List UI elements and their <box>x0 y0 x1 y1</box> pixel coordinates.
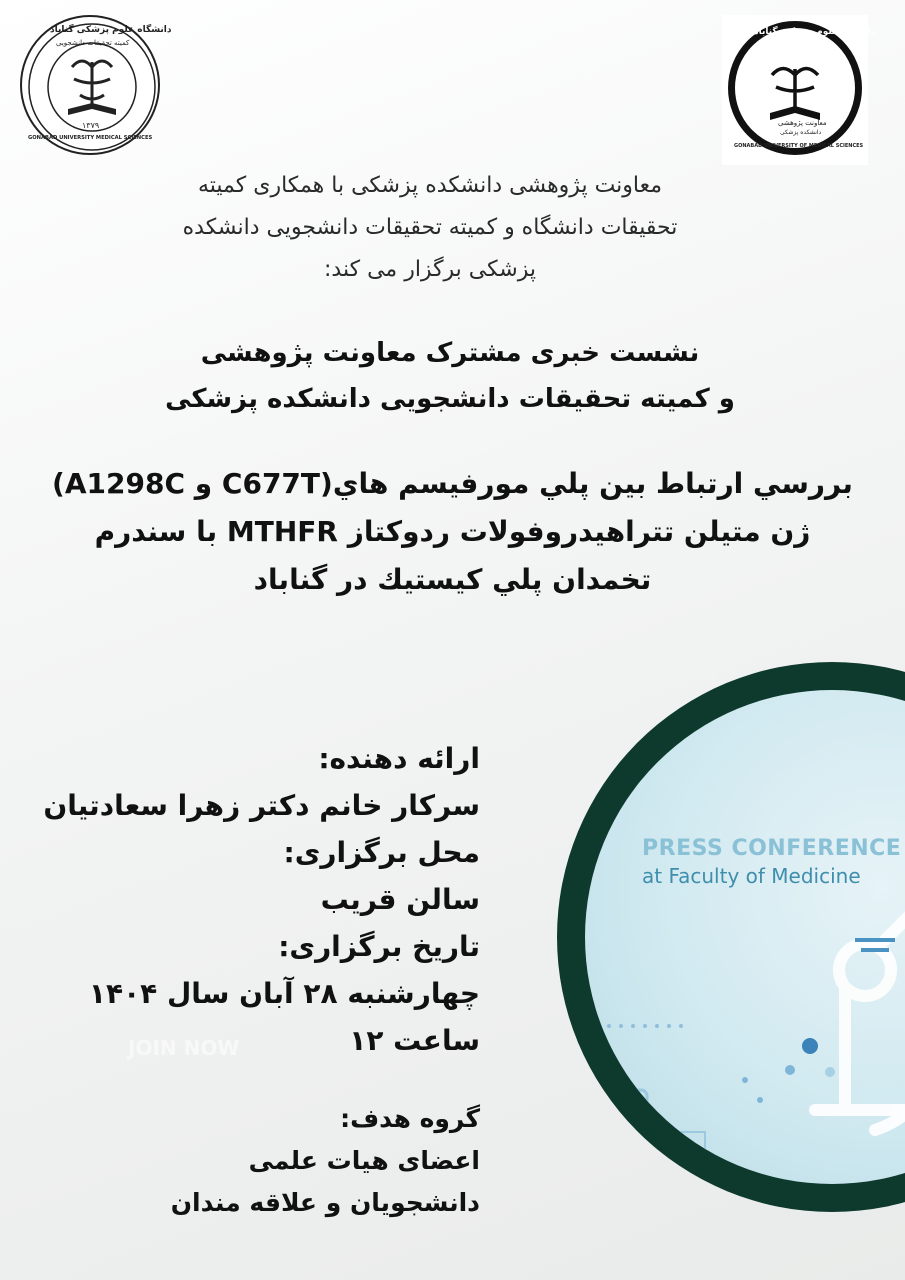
date-label: تاریخ برگزاری: <box>278 930 480 963</box>
logo-right-english-name: GONABAD UNIVERSITY OF MEDICAL SCIENCES <box>734 143 864 149</box>
logo-left-subtitle: کمیته تحقیقات دانشجویی <box>56 39 130 47</box>
presenter-name: سرکار خانم دکتر زهرا سعادتیان <box>43 789 480 822</box>
subject-line: تخمدان پلي كيستيك در گناباد <box>253 563 652 596</box>
event-date: چهارشنبه ۲۸ آبان سال ۱۴۰۴ <box>88 977 480 1010</box>
presenter-label: ارائه دهنده: <box>318 742 480 775</box>
event-details <box>0 735 480 1064</box>
intro-line: پزشکی برگزار می کند: <box>324 257 536 282</box>
target-label: گروه هدف: <box>340 1104 480 1133</box>
intro-line: تحقیقات دانشگاه و کمیته تحقیقات دانشجویی دانشکده <box>182 215 678 240</box>
target-group <box>0 1098 480 1224</box>
venue-name: سالن قریب <box>320 883 480 916</box>
target-item: اعضای هیات علمی <box>248 1146 480 1175</box>
press-conference-heading: PRESS CONFERENCE <box>642 836 902 861</box>
subject-line: بررسي ارتباط بين پلي مورفيسم هاي(C677T و A1298C) <box>52 467 853 500</box>
logo-left-name: دانشگاه علوم پزشکی گناباد <box>50 25 172 35</box>
subject-line: ژن متيلن تتراهيدروفولات ردوكتاز MTHFR با سندرم <box>94 515 811 548</box>
event-time: ساعت ۱۲ <box>349 1024 480 1057</box>
research-subject <box>30 460 875 604</box>
title-line: نشست خبری مشترک معاونت پژوهشی <box>200 338 700 368</box>
university-logo-right <box>722 15 876 165</box>
intro-line: معاونت پژوهشی دانشکده پزشکی با همکاری کمیته <box>197 173 663 198</box>
press-conference-subheading: at Faculty of Medicine <box>642 864 861 888</box>
venue-label: محل برگزاری: <box>283 836 480 869</box>
logo-right-subtitle-2: دانشکده پزشکی <box>780 129 822 136</box>
university-logo-left <box>20 15 172 155</box>
join-now-watermark: JOIN NOW <box>128 1036 240 1060</box>
logo-left-english-name: GONABAD UNIVERSITY MEDICAL SCIENCES <box>28 135 153 141</box>
title-line: و کمیته تحقیقات دانشجویی دانشکده پزشکی <box>165 384 735 414</box>
logo-left-year: ۱۳۷۹ <box>82 121 100 130</box>
event-title <box>100 330 800 422</box>
logo-right-subtitle: معاونت پژوهشی <box>778 119 827 127</box>
intro-text <box>60 165 800 291</box>
logo-right-name: دانشگاه علوم پزشکی گناباد <box>754 27 876 37</box>
target-item: دانشجویان و علاقه مندان <box>170 1188 480 1217</box>
